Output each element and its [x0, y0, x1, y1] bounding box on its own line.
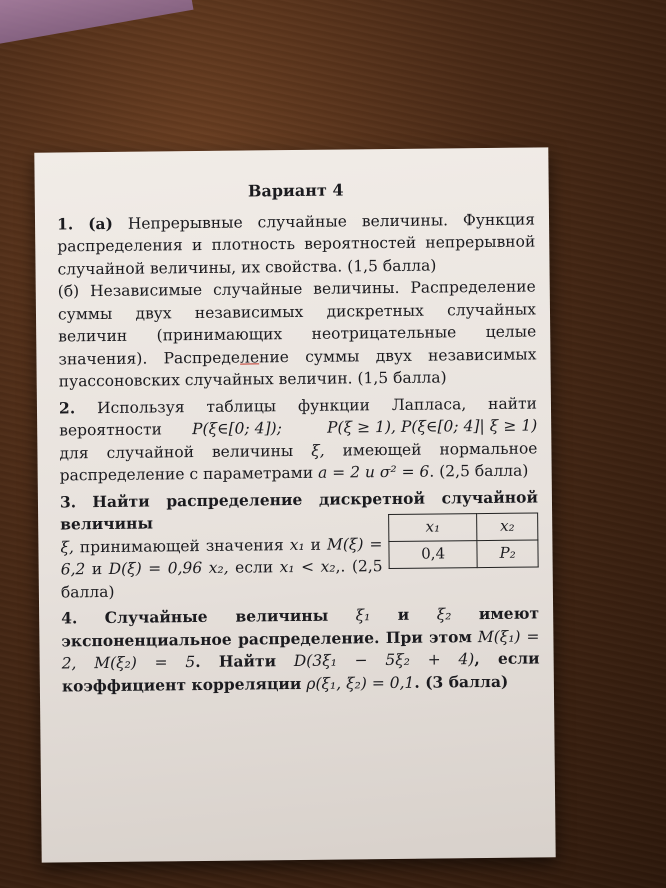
task-2-formula-2: P(ξ ≥ 1),	[326, 417, 397, 437]
task-2	[59, 392, 538, 487]
task-4-correlation: ρ(ξ₁, ξ₂) = 0,1	[306, 673, 415, 693]
task-1a-text: Непрерывные случайные величины. Функция распределения и плотность вероятностей непрерывной случайной величины, их свойства. (1,5 балла)	[57, 209, 536, 278]
table-cell-p2: P₂	[477, 539, 538, 567]
task-1b-label: (б)	[57, 282, 80, 301]
variant-title: Вариант 4	[247, 180, 344, 201]
task-3-variable: ξ,	[60, 537, 74, 556]
exam-content	[57, 177, 540, 697]
task-3-order: x₁ < x₂	[279, 557, 336, 577]
task-3-variance: D(ξ) = 0,96	[108, 558, 203, 578]
task-3-text-if: если	[235, 558, 274, 577]
table-row	[389, 539, 538, 568]
task-1-number: 1.	[56, 213, 74, 233]
task-3-text-values: принимающей значения	[79, 535, 284, 556]
task-1a	[57, 208, 536, 281]
task-1b	[58, 275, 537, 392]
task-2-formula-1: P(ξ∈[0; 4]);	[191, 419, 282, 439]
task-2-formula-3: P(ξ∈[0; 4]| ξ ≥ 1)	[400, 416, 538, 436]
task-4-text-find: . Найти	[195, 651, 277, 672]
task-4-mean-1: M(ξ₁) = 2,	[61, 626, 540, 673]
task-1a-label: (а)	[88, 213, 113, 233]
task-3-text-and-1: и	[310, 535, 322, 554]
task-4-var-2: ξ₂	[436, 605, 452, 624]
task-4-text-if: , если коэффициент корреляции	[61, 648, 540, 695]
task-3-points: ,. (2,5 балла)	[60, 557, 383, 601]
task-2-number: 2.	[58, 397, 76, 417]
task-4-points: . (3 балла)	[414, 671, 509, 692]
task-4-mean-2: M(ξ₂) = 5	[94, 653, 196, 673]
task-1b-text-part2: ние суммы двух независимых пуассоновских случайных величин. (1,5 балла)	[58, 344, 537, 391]
table-header-x2: x₂	[477, 512, 538, 540]
task-2-text-intro: Используя таблицы функции Лапласа, найти вероятности	[59, 393, 538, 440]
task-2-params: a = 2 и σ² = 6	[317, 462, 430, 482]
task-2-text-normal: имеющей нормальное распределение с параметрами	[59, 438, 538, 485]
task-4-number: 4.	[61, 608, 78, 628]
table-cell-p1: 0,4	[389, 540, 478, 568]
task-3-x1: x₁	[289, 535, 305, 554]
task-3-body	[60, 533, 383, 604]
task-1b-underlined: ле	[239, 347, 260, 367]
distribution-table	[388, 512, 539, 569]
exam-sheet	[34, 147, 555, 862]
task-3-text-and-2: и	[91, 560, 103, 579]
task-2-variable: ξ,	[311, 441, 325, 460]
task-2-text-for: для случайной величины	[59, 441, 294, 462]
task-3-number: 3.	[59, 491, 77, 511]
task-2-points: . (2,5 балла)	[429, 461, 529, 481]
task-4-text-and: и	[397, 604, 410, 624]
task-1b-text-part1: Независимые случайные величины. Распределение суммы двух независимых дискретных случайных величин (принимающих неотрицательные целые значения). Распреде	[57, 277, 537, 368]
task-3	[60, 486, 539, 603]
task-3-text-intro: Найти распределение дискретной случайной величины	[60, 486, 539, 534]
background-paper-corner	[0, 0, 193, 50]
task-4-text-exp: имеют экспоненциальное распределение. При этом	[61, 603, 540, 650]
table-header-x1: x₁	[389, 513, 478, 541]
table-row	[389, 512, 538, 541]
task-4-var-1: ξ₁	[355, 606, 371, 625]
task-4-text-intro: Случайные величины	[104, 605, 329, 627]
task-4	[61, 602, 540, 697]
task-3-x2: x₂,	[208, 558, 229, 577]
task-3-mean: M(ξ) = 6,2	[60, 534, 383, 579]
task-4-variance-expr: D(3ξ₁ − 5ξ₂ + 4)	[293, 650, 475, 671]
